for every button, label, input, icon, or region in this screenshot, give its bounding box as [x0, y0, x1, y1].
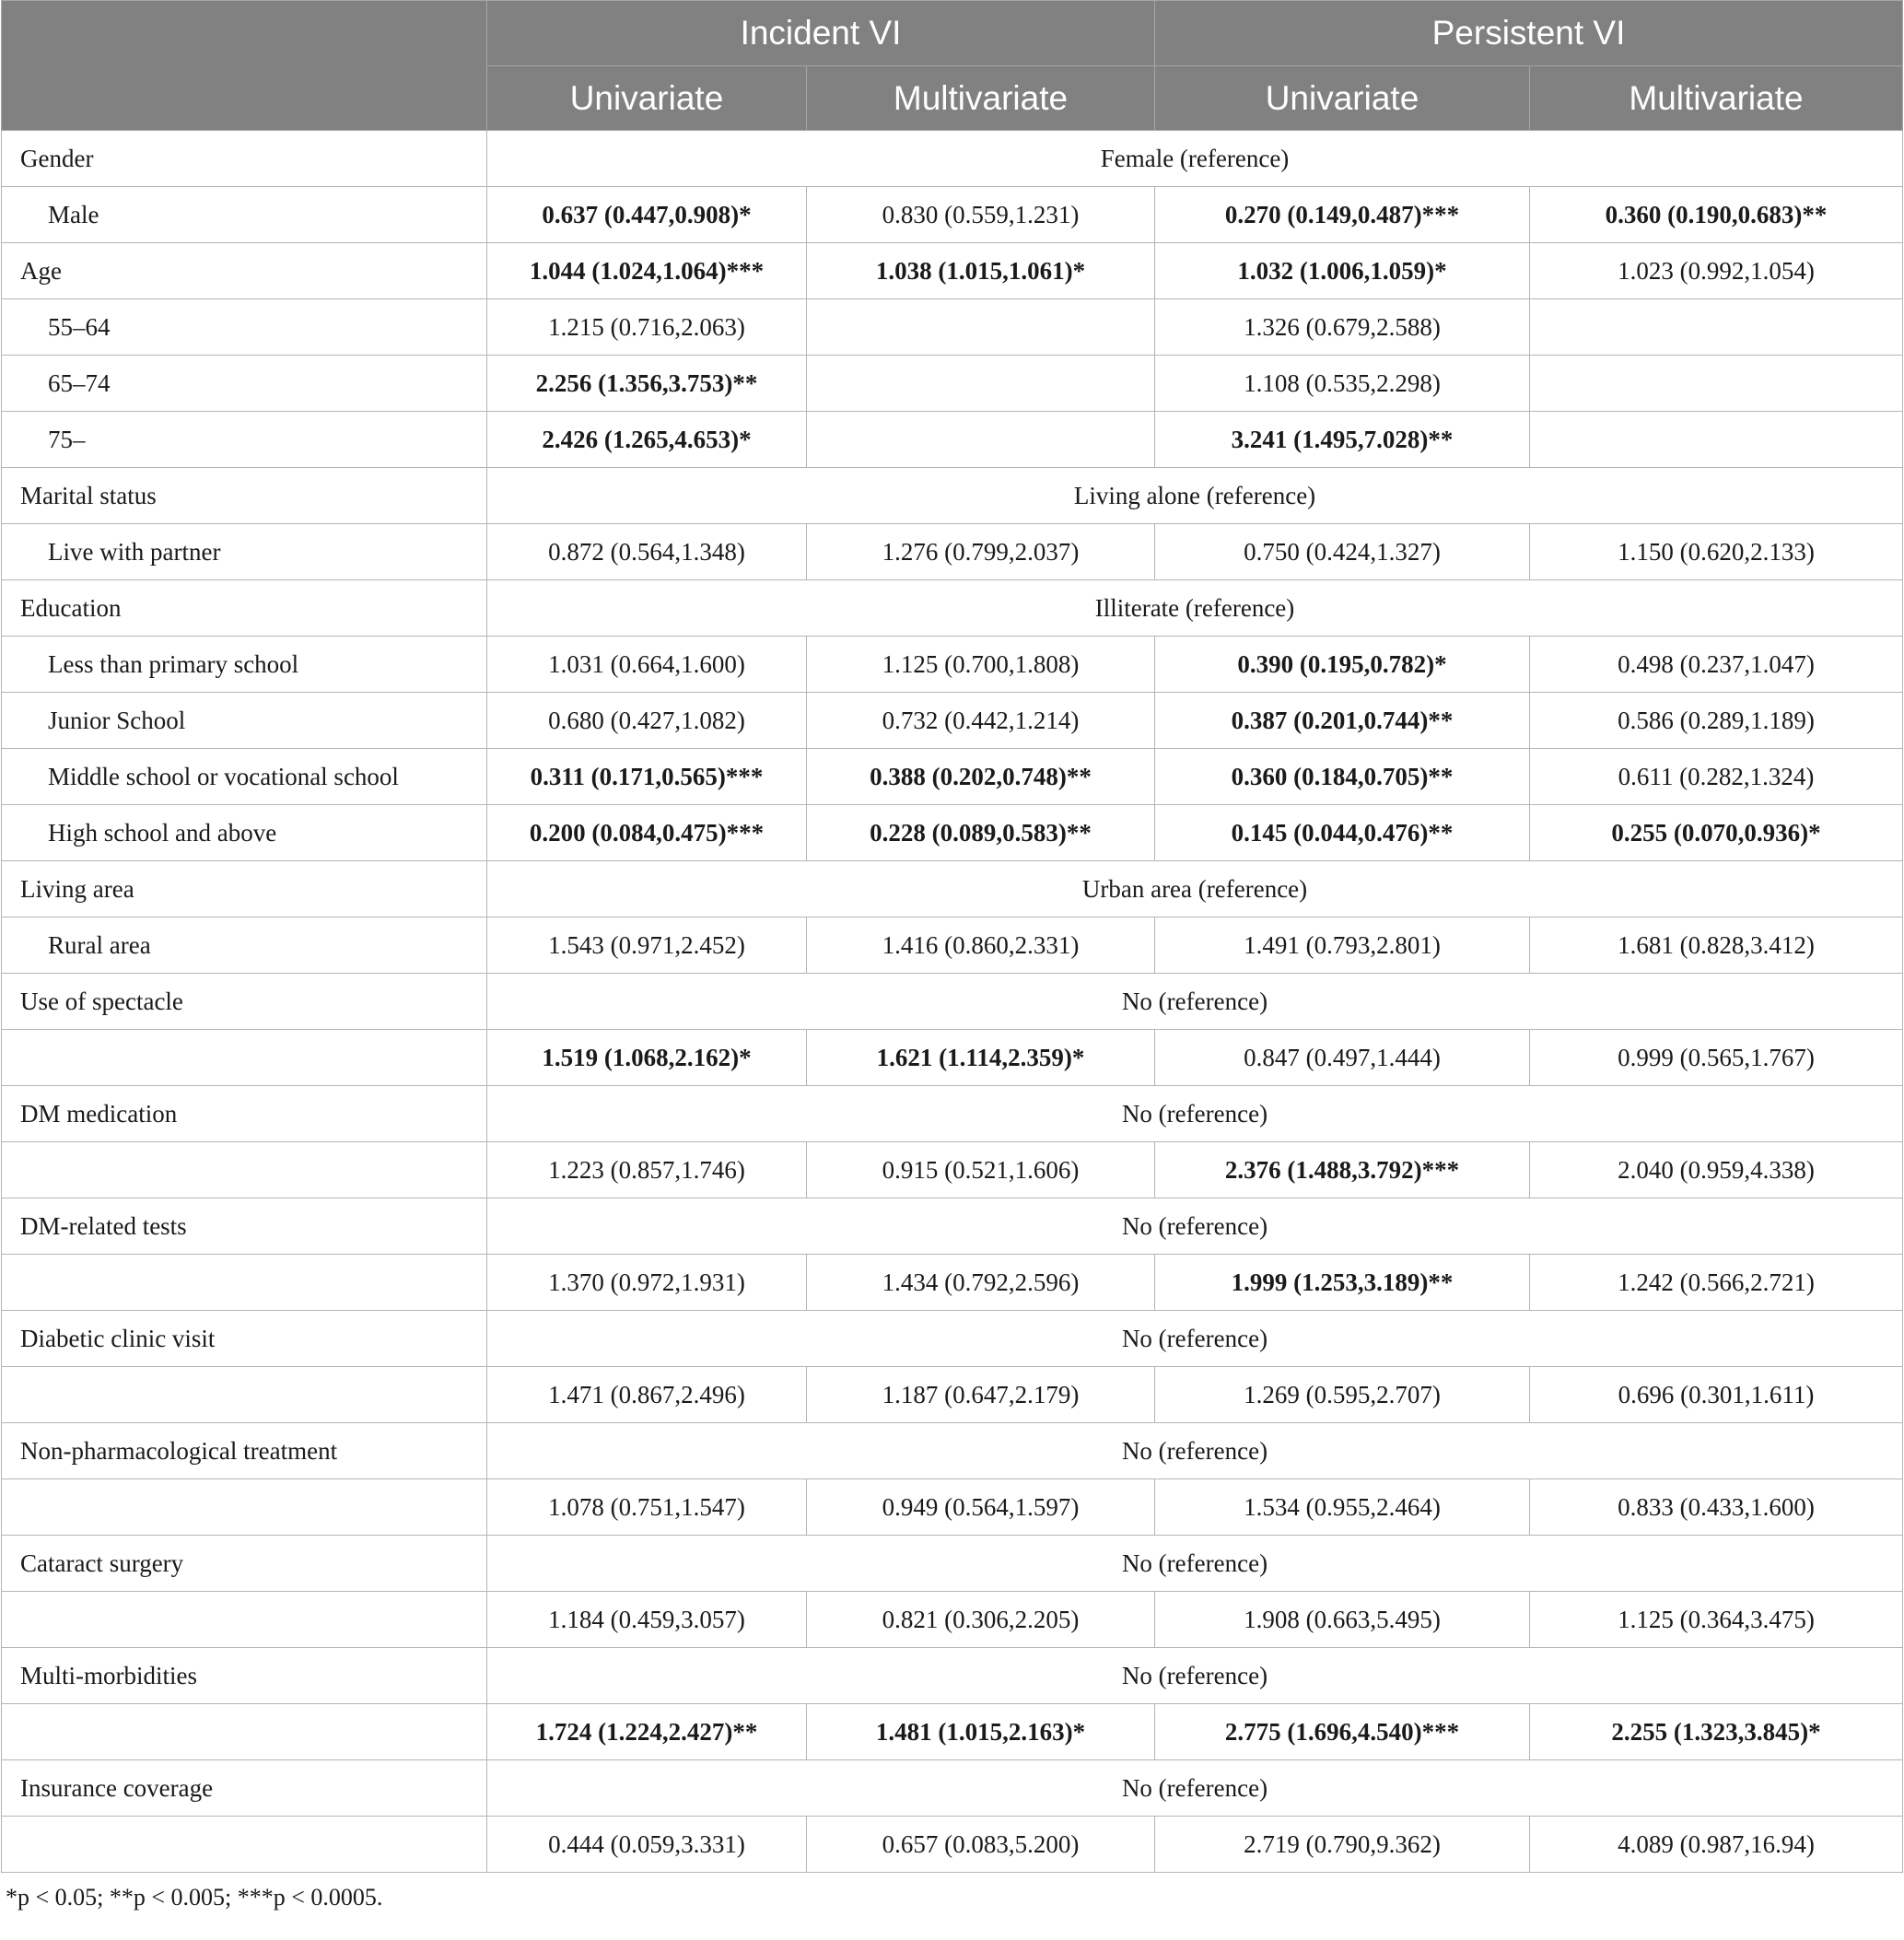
- table-cell: 0.696 (0.301,1.611): [1530, 1367, 1903, 1423]
- table-cell: 0.657 (0.083,5.200): [807, 1817, 1155, 1873]
- table-cell: 0.915 (0.521,1.606): [807, 1142, 1155, 1198]
- row-label: Cataract surgery: [2, 1536, 487, 1592]
- table-cell: 3.241 (1.495,7.028)**: [1155, 412, 1530, 468]
- table-row: [2, 1479, 1903, 1536]
- table-cell: 0.611 (0.282,1.324): [1530, 749, 1903, 805]
- table-cell: 2.256 (1.356,3.753)**: [487, 356, 807, 412]
- table-cell: 1.044 (1.024,1.064)***: [487, 243, 807, 299]
- table-cell: [807, 412, 1155, 468]
- row-label-empty: [2, 1030, 487, 1086]
- row-label: 55–64: [2, 299, 487, 356]
- table-cell: 1.416 (0.860,2.331): [807, 917, 1155, 974]
- table-cell: [1530, 299, 1903, 356]
- table-cell: 0.311 (0.171,0.565)***: [487, 749, 807, 805]
- header-incident-vi: Incident VI: [487, 1, 1155, 66]
- table-row: [2, 1592, 1903, 1648]
- table-cell: 0.387 (0.201,0.744)**: [1155, 693, 1530, 749]
- table-row: [2, 974, 1903, 1030]
- table-row: [2, 468, 1903, 524]
- table-cell: 0.200 (0.084,0.475)***: [487, 805, 807, 861]
- row-label: DM medication: [2, 1086, 487, 1142]
- table-row: [2, 1142, 1903, 1198]
- regression-table: [1, 0, 1903, 1873]
- table-row: [2, 1367, 1903, 1423]
- table-cell: 1.150 (0.620,2.133): [1530, 524, 1903, 580]
- table-row: [2, 805, 1903, 861]
- table-cell: 1.724 (1.224,2.427)**: [487, 1704, 807, 1760]
- row-label: Multi-morbidities: [2, 1648, 487, 1704]
- table-cell: [1530, 356, 1903, 412]
- reference-cell: No (reference): [487, 1311, 1903, 1367]
- row-label-empty: [2, 1592, 487, 1648]
- table-cell: 0.444 (0.059,3.331): [487, 1817, 807, 1873]
- table-cell: 0.270 (0.149,0.487)***: [1155, 187, 1530, 243]
- reference-cell: No (reference): [487, 1760, 1903, 1817]
- table-cell: 0.821 (0.306,2.205): [807, 1592, 1155, 1648]
- table-cell: 1.269 (0.595,2.707): [1155, 1367, 1530, 1423]
- row-label: Use of spectacle: [2, 974, 487, 1030]
- table-row: [2, 749, 1903, 805]
- row-label: Junior School: [2, 693, 487, 749]
- table-cell: 1.534 (0.955,2.464): [1155, 1479, 1530, 1536]
- table-cell: 1.999 (1.253,3.189)**: [1155, 1255, 1530, 1311]
- reference-cell: Illiterate (reference): [487, 580, 1903, 637]
- table-cell: 1.023 (0.992,1.054): [1530, 243, 1903, 299]
- table-cell: 0.390 (0.195,0.782)*: [1155, 637, 1530, 693]
- table-row: [2, 1817, 1903, 1873]
- reference-cell: No (reference): [487, 1086, 1903, 1142]
- table-row: [2, 580, 1903, 637]
- table-cell: 2.255 (1.323,3.845)*: [1530, 1704, 1903, 1760]
- row-label-empty: [2, 1704, 487, 1760]
- table-cell: 0.949 (0.564,1.597): [807, 1479, 1155, 1536]
- table-cell: 2.719 (0.790,9.362): [1155, 1817, 1530, 1873]
- table-cell: 0.586 (0.289,1.189): [1530, 693, 1903, 749]
- table-cell: 0.360 (0.184,0.705)**: [1155, 749, 1530, 805]
- table-cell: 0.847 (0.497,1.444): [1155, 1030, 1530, 1086]
- table-cell: 0.732 (0.442,1.214): [807, 693, 1155, 749]
- table-row: [2, 187, 1903, 243]
- table-cell: 0.637 (0.447,0.908)*: [487, 187, 807, 243]
- table-cell: 1.223 (0.857,1.746): [487, 1142, 807, 1198]
- reference-cell: No (reference): [487, 1423, 1903, 1479]
- table-row: [2, 1536, 1903, 1592]
- table-cell: 1.370 (0.972,1.931): [487, 1255, 807, 1311]
- table-row: [2, 637, 1903, 693]
- table-row: [2, 1423, 1903, 1479]
- reference-cell: No (reference): [487, 1648, 1903, 1704]
- table-row: [2, 1030, 1903, 1086]
- table-cell: 1.681 (0.828,3.412): [1530, 917, 1903, 974]
- table-row: [2, 299, 1903, 356]
- table-row: [2, 861, 1903, 917]
- table-cell: 0.830 (0.559,1.231): [807, 187, 1155, 243]
- table-cell: 0.999 (0.565,1.767): [1530, 1030, 1903, 1086]
- table-cell: 0.833 (0.433,1.600): [1530, 1479, 1903, 1536]
- reference-cell: Living alone (reference): [487, 468, 1903, 524]
- table-cell: 1.125 (0.700,1.808): [807, 637, 1155, 693]
- table-cell: [807, 299, 1155, 356]
- table-cell: 0.388 (0.202,0.748)**: [807, 749, 1155, 805]
- table-row: [2, 131, 1903, 187]
- table-cell: 0.498 (0.237,1.047): [1530, 637, 1903, 693]
- row-label: Non-pharmacological treatment: [2, 1423, 487, 1479]
- table-cell: 1.621 (1.114,2.359)*: [807, 1030, 1155, 1086]
- table-cell: 1.519 (1.068,2.162)*: [487, 1030, 807, 1086]
- header-incident-univariate: Univariate: [487, 66, 807, 131]
- table-cell: 1.031 (0.664,1.600): [487, 637, 807, 693]
- table-cell: 2.426 (1.265,4.653)*: [487, 412, 807, 468]
- row-label: High school and above: [2, 805, 487, 861]
- reference-cell: Urban area (reference): [487, 861, 1903, 917]
- table-cell: 1.471 (0.867,2.496): [487, 1367, 807, 1423]
- table-cell: 1.491 (0.793,2.801): [1155, 917, 1530, 974]
- table-cell: 2.040 (0.959,4.338): [1530, 1142, 1903, 1198]
- row-label: Middle school or vocational school: [2, 749, 487, 805]
- reference-cell: No (reference): [487, 1536, 1903, 1592]
- table-row: [2, 1255, 1903, 1311]
- row-label: 75–: [2, 412, 487, 468]
- row-label: Rural area: [2, 917, 487, 974]
- table-row: [2, 1704, 1903, 1760]
- row-label-empty: [2, 1142, 487, 1198]
- row-label: 65–74: [2, 356, 487, 412]
- table-cell: 1.242 (0.566,2.721): [1530, 1255, 1903, 1311]
- reference-cell: No (reference): [487, 974, 1903, 1030]
- table-cell: 4.089 (0.987,16.94): [1530, 1817, 1903, 1873]
- table-cell: 0.360 (0.190,0.683)**: [1530, 187, 1903, 243]
- table-cell: 0.145 (0.044,0.476)**: [1155, 805, 1530, 861]
- table-cell: 0.255 (0.070,0.936)*: [1530, 805, 1903, 861]
- row-label: Living area: [2, 861, 487, 917]
- table-cell: 1.481 (1.015,2.163)*: [807, 1704, 1155, 1760]
- table-row: [2, 524, 1903, 580]
- table-row: [2, 1760, 1903, 1817]
- table-row: [2, 1086, 1903, 1142]
- table-cell: [1530, 412, 1903, 468]
- reference-cell: Female (reference): [487, 131, 1903, 187]
- table-cell: 2.376 (1.488,3.792)***: [1155, 1142, 1530, 1198]
- table-cell: 0.228 (0.089,0.583)**: [807, 805, 1155, 861]
- header-persistent-vi: Persistent VI: [1155, 1, 1903, 66]
- row-label-empty: [2, 1367, 487, 1423]
- row-label-empty: [2, 1817, 487, 1873]
- row-label: Less than primary school: [2, 637, 487, 693]
- row-label-empty: [2, 1479, 487, 1536]
- row-label: Live with partner: [2, 524, 487, 580]
- table-row: [2, 412, 1903, 468]
- table-cell: 0.750 (0.424,1.327): [1155, 524, 1530, 580]
- table-cell: 1.108 (0.535,2.298): [1155, 356, 1530, 412]
- table-row: [2, 693, 1903, 749]
- table-cell: 1.078 (0.751,1.547): [487, 1479, 807, 1536]
- table-cell: 1.038 (1.015,1.061)*: [807, 243, 1155, 299]
- header-empty: [2, 1, 487, 131]
- table-cell: 1.187 (0.647,2.179): [807, 1367, 1155, 1423]
- footnote: *p < 0.05; **p < 0.005; ***p < 0.0005.: [6, 1884, 383, 1911]
- table-cell: 2.775 (1.696,4.540)***: [1155, 1704, 1530, 1760]
- table-cell: 1.276 (0.799,2.037): [807, 524, 1155, 580]
- row-label: DM-related tests: [2, 1198, 487, 1255]
- table-row: [2, 356, 1903, 412]
- header-incident-multivariate: Multivariate: [807, 66, 1155, 131]
- table-cell: 1.434 (0.792,2.596): [807, 1255, 1155, 1311]
- table-row: [2, 917, 1903, 974]
- table-cell: 1.125 (0.364,3.475): [1530, 1592, 1903, 1648]
- table-row: [2, 1311, 1903, 1367]
- table-cell: [807, 356, 1155, 412]
- table-row: [2, 1198, 1903, 1255]
- row-label: Age: [2, 243, 487, 299]
- table-cell: 1.032 (1.006,1.059)*: [1155, 243, 1530, 299]
- header-persistent-multivariate: Multivariate: [1530, 66, 1903, 131]
- row-label: Diabetic clinic visit: [2, 1311, 487, 1367]
- table-cell: 1.908 (0.663,5.495): [1155, 1592, 1530, 1648]
- table-row: [2, 1648, 1903, 1704]
- row-label: Male: [2, 187, 487, 243]
- row-label: Gender: [2, 131, 487, 187]
- table-cell: 1.184 (0.459,3.057): [487, 1592, 807, 1648]
- header-persistent-univariate: Univariate: [1155, 66, 1530, 131]
- table-cell: 0.872 (0.564,1.348): [487, 524, 807, 580]
- table-cell: 1.326 (0.679,2.588): [1155, 299, 1530, 356]
- header-row-groups: [2, 1, 1903, 66]
- row-label: Education: [2, 580, 487, 637]
- table-cell: 0.680 (0.427,1.082): [487, 693, 807, 749]
- table-row: [2, 243, 1903, 299]
- row-label: Marital status: [2, 468, 487, 524]
- row-label-empty: [2, 1255, 487, 1311]
- row-label: Insurance coverage: [2, 1760, 487, 1817]
- table-cell: 1.543 (0.971,2.452): [487, 917, 807, 974]
- table-cell: 1.215 (0.716,2.063): [487, 299, 807, 356]
- reference-cell: No (reference): [487, 1198, 1903, 1255]
